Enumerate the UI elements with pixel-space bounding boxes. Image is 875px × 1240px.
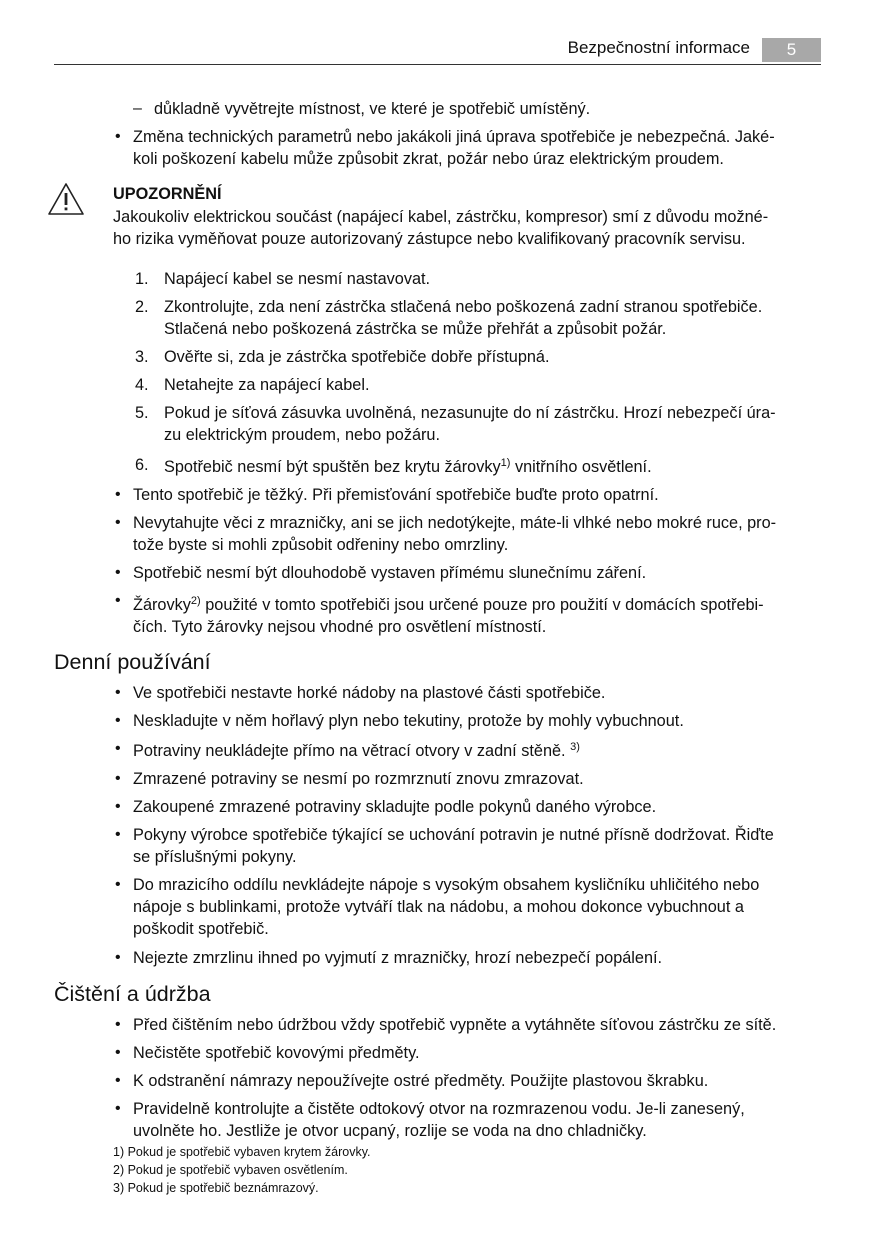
list-item: Spotřebič nesmí být spuštěn bez krytu žárovky$^{1)}$ vnitřního osvětlení. <box>164 457 652 476</box>
footnote-ref: 2) <box>190 595 201 607</box>
bullet-text: uvolněte ho. Jestliže je otvor ucpaný, rozlije se voda na dno chladničky. <box>133 1122 647 1140</box>
bullet-text: Neskladujte v něm hořlavý plyn nebo tekutiny, protože by mohly vybuchnout. <box>133 712 684 730</box>
list-item: Zkontrolujte, zda není zástrčka stlačená nebo poškozená zadní stranou spotřebiče. <box>164 298 763 316</box>
bullet-text: Zakoupené zmrazené potraviny skladujte podle pokynů daného výrobce. <box>133 798 657 816</box>
list-number: 3. <box>135 348 149 366</box>
bullet-marker: • <box>115 712 121 729</box>
page-number: 5 <box>762 38 821 62</box>
bullet-marker: • <box>115 876 121 893</box>
bullet-text: Žárovky$^{2)}$ použité v tomto spotřebiči jsou určené pouze pro použití v domácích spotřebi- <box>133 595 764 614</box>
header-rule <box>54 64 821 65</box>
bullet-marker: • <box>115 1016 121 1033</box>
list-number: 2. <box>135 298 149 316</box>
list-number: 5. <box>135 404 149 422</box>
bullet-text: Do mrazicího oddílu nevkládejte nápoje s vysokým obsahem kysličníku uhličitého nebo <box>133 876 760 894</box>
footnote: 1) Pokud je spotřebič vybaven krytem žárovky. <box>113 1145 371 1159</box>
bullet-marker: • <box>115 1100 121 1117</box>
bullet-text: čích. Tyto žárovky nejsou vhodné pro osvětlení místností. <box>133 618 547 636</box>
bullet-marker: • <box>115 798 121 815</box>
list-item: Netahejte za napájecí kabel. <box>164 376 370 394</box>
bullet-text: nápoje s bublinkami, protože vytváří tlak na nádobu, a mohou dokonce vybuchnout a <box>133 898 744 916</box>
list-number: 6. <box>135 456 149 474</box>
bullet-marker: • <box>115 592 121 609</box>
bullet-marker: • <box>115 514 121 531</box>
bullet-text: koli poškození kabelu může způsobit zkrat, požár nebo úraz elektrickým proudem. <box>133 150 724 168</box>
list-item: Stlačená nebo poškozená zástrčka se může přehřát a způsobit požár. <box>164 320 667 338</box>
footnote-ref: 3) <box>570 741 580 753</box>
bullet-marker: • <box>115 564 121 581</box>
page-header-title: Bezpečnostní informace <box>567 38 750 57</box>
bullet-marker: • <box>115 770 121 787</box>
bullet-text: Změna technických parametrů nebo jakákoli jiná úprava spotřebiče je nebezpečná. Jaké- <box>133 128 775 146</box>
bullet-marker: • <box>115 826 121 843</box>
bullet-text: Nejezte zmrzlinu ihned po vyjmutí z mrazničky, hrozí nebezpečí popálení. <box>133 949 663 967</box>
footnote: 3) Pokud je spotřebič beznámrazový. <box>113 1181 319 1195</box>
bullet-text: Nevytahujte věci z mrazničky, ani se jich nedotýkejte, máte-li vlhké nebo mokré ruce, pro- <box>133 514 777 532</box>
dash-item-text: důkladně vyvětrejte místnost, ve které je spotřebič umístěný. <box>154 100 591 118</box>
bullet-text: se příslušnými pokyny. <box>133 848 297 866</box>
list-number: 4. <box>135 376 149 394</box>
warning-text: Jakoukoliv elektrickou součást (napájecí kabel, zástrčku, kompresor) smí z důvodu možné- <box>113 208 769 226</box>
list-item: zu elektrickým proudem, nebo požáru. <box>164 426 441 444</box>
bullet-marker: • <box>115 740 121 757</box>
list-item: Napájecí kabel se nesmí nastavovat. <box>164 270 431 288</box>
bullet-text: Nečistěte spotřebič kovovými předměty. <box>133 1044 420 1062</box>
bullet-text: tože byste si mohli způsobit odřeniny nebo omrzliny. <box>133 536 509 554</box>
footnote-ref: 1) <box>500 457 511 469</box>
bullet-marker: • <box>115 128 121 145</box>
dash-marker: – <box>133 100 142 117</box>
bullet-marker: • <box>115 949 121 966</box>
bullet-text: Ve spotřebiči nestavte horké nádoby na plastové části spotřebiče. <box>133 684 606 702</box>
warning-text: ho rizika vyměňovat pouze autorizovaný zástupce nebo kvalifikovaný pracovník servisu. <box>113 230 746 248</box>
warning-triangle-icon <box>47 182 85 216</box>
bullet-marker: • <box>115 1072 121 1089</box>
bullet-marker: • <box>115 684 121 701</box>
bullet-text: K odstranění námrazy nepoužívejte ostré předměty. Použijte plastovou škrabku. <box>133 1072 709 1090</box>
list-number: 1. <box>135 270 149 288</box>
bullet-text: Zmrazené potraviny se nesmí po rozmrznutí znovu zmrazovat. <box>133 770 584 788</box>
bullet-marker: • <box>115 486 121 503</box>
section-heading-daily-use: Denní používání <box>54 650 211 674</box>
warning-title: UPOZORNĚNÍ <box>113 185 222 203</box>
bullet-text: Tento spotřebič je těžký. Při přemisťování spotřebiče buďte proto opatrní. <box>133 486 659 504</box>
footnote: 2) Pokud je spotřebič vybaven osvětlením. <box>113 1163 348 1177</box>
bullet-text: Před čištěním nebo údržbou vždy spotřebič vypněte a vytáhněte síťovou zástrčku ze sítě. <box>133 1016 777 1034</box>
list-item: Pokud je síťová zásuvka uvolněná, nezasunujte do ní zástrčku. Hrozí nebezpečí úra- <box>164 404 776 422</box>
bullet-marker: • <box>115 1044 121 1061</box>
bullet-text: Pravidelně kontrolujte a čistěte odtokový otvor na rozmrazenou vodu. Je-li zanesený, <box>133 1100 745 1118</box>
bullet-text: poškodit spotřebič. <box>133 920 269 938</box>
bullet-text: Pokyny výrobce spotřebiče týkající se uchování potravin je nutné přísně dodržovat. Řiďte <box>133 826 774 844</box>
bullet-text: Potraviny neukládejte přímo na větrací otvory v zadní stěně. $^{3)}$ <box>133 741 580 760</box>
section-heading-cleaning: Čištění a údržba <box>54 982 211 1006</box>
bullet-text: Spotřebič nesmí být dlouhodobě vystaven přímému slunečnímu záření. <box>133 564 647 582</box>
list-item: Ověřte si, zda je zástrčka spotřebiče dobře přístupná. <box>164 348 550 366</box>
